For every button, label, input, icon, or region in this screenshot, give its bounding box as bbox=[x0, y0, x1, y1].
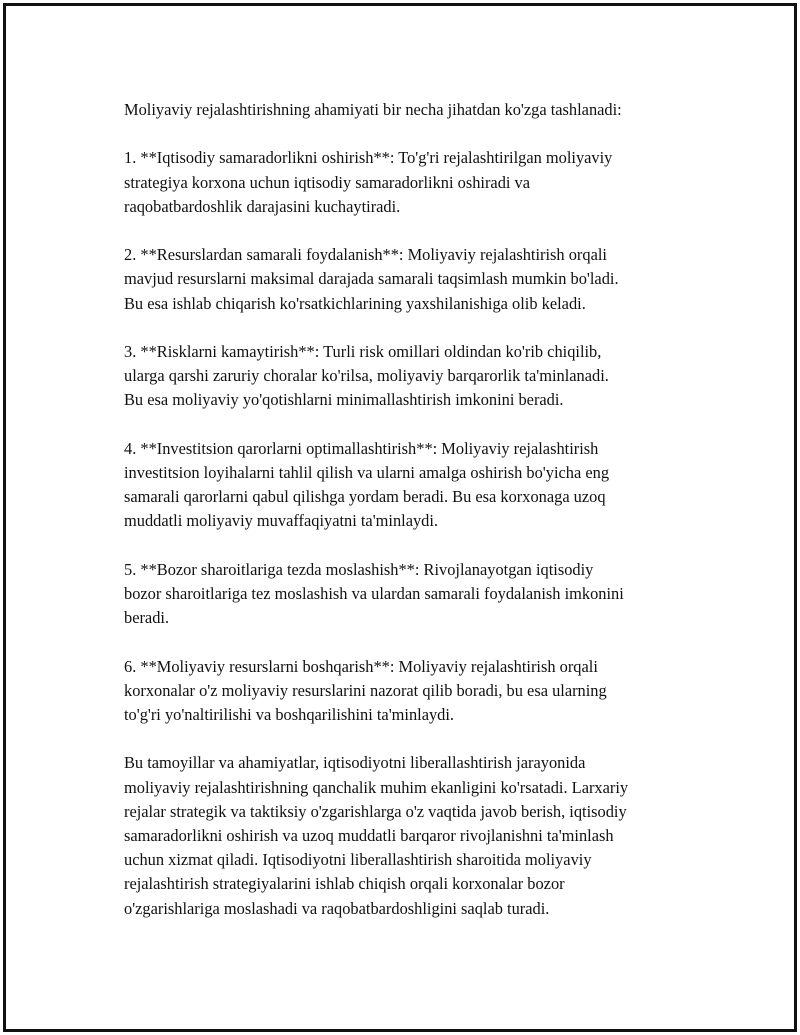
text-line: mavjud resurslarni maksimal darajada samarali taqsimlash mumkin bo'ladi. bbox=[124, 269, 619, 289]
text-line: to'g'ri yo'naltirilishi va boshqarilishini ta'minlaydi. bbox=[124, 704, 455, 724]
text-line: 3. **Risklarni kamaytirish**: Turli risk omillari oldindan ko'rib chiqilib, bbox=[124, 341, 602, 361]
text-line: korxonalar o'z moliyaviy resurslarini nazorat qilib boradi, bu esa ularning bbox=[124, 680, 607, 700]
text-line: raqobatbardoshlik darajasini kuchaytiradi. bbox=[124, 196, 401, 216]
text-line: investitsion loyihalarni tahlil qilish va ularni amalga oshirish bo'yicha eng bbox=[124, 462, 610, 482]
text-line: 5. **Bozor sharoitlariga tezda moslashish**: Rivojlanayotgan iqtisodiy bbox=[124, 559, 594, 579]
point-3-paragraph bbox=[124, 340, 704, 413]
intro-paragraph bbox=[124, 98, 704, 122]
text-line: rejalashtirish strategiyalarini ishlab chiqish orqali korxonalar bozor bbox=[124, 874, 565, 894]
point-5-paragraph bbox=[124, 558, 704, 631]
text-line: rejalar strategik va taktiksiy o'zgarishlarga o'z vaqtida javob berish, iqtisodiy bbox=[124, 801, 627, 821]
text-line: 6. **Moliyaviy resurslarni boshqarish**: Moliyaviy rejalashtirish orqali bbox=[124, 656, 598, 676]
point-6-paragraph bbox=[124, 655, 704, 728]
text-line: samaradorlikni oshirish va uzoq muddatli barqaror rivojlanishni ta'minlash bbox=[124, 825, 614, 845]
text-line: muddatli moliyaviy muvaffaqiyatni ta'minlaydi. bbox=[124, 511, 439, 531]
page-frame bbox=[3, 3, 797, 1032]
point-4-paragraph bbox=[124, 437, 704, 534]
text-line: 4. **Investitsion qarorlarni optimallashtirish**: Moliyaviy rejalashtirish bbox=[124, 438, 599, 458]
text-line: moliyaviy rejalashtirishning qanchalik muhim ekanligini ko'rsatadi. Larxariy bbox=[124, 777, 629, 797]
text-line: samarali qarorlarni qabul qilishga yordam beradi. Bu esa korxonaga uzoq bbox=[124, 487, 606, 507]
text-line: Bu tamoyillar va ahamiyatlar, iqtisodiyotni liberallashtirish jarayonida bbox=[124, 753, 586, 773]
text-line: 2. **Resurslardan samarali foydalanish**: Moliyaviy rejalashtirish orqali bbox=[124, 245, 607, 265]
text-line: beradi. bbox=[124, 608, 170, 628]
point-1-paragraph bbox=[124, 146, 704, 219]
text-line: strategiya korxona uchun iqtisodiy samaradorlikni oshiradi va bbox=[124, 172, 531, 192]
point-2-paragraph bbox=[124, 243, 704, 316]
document-body bbox=[124, 98, 704, 921]
text-line: Bu esa ishlab chiqarish ko'rsatkichlarining yaxshilanishiga olib keladi. bbox=[124, 293, 586, 313]
text-line: Bu esa moliyaviy yo'qotishlarni minimallashtirish imkonini beradi. bbox=[124, 390, 564, 410]
text-line: uchun xizmat qiladi. Iqtisodiyotni liberallashtirish sharoitida moliyaviy bbox=[124, 850, 592, 870]
text-line: 1. **Iqtisodiy samaradorlikni oshirish**: To'g'ri rejalashtirilgan moliyaviy bbox=[124, 148, 613, 168]
text-line: ularga qarshi zaruriy choralar ko'rilsa, moliyaviy barqarorlik ta'minlanadi. bbox=[124, 366, 609, 386]
text-line: Moliyaviy rejalashtirishning ahamiyati bir necha jihatdan ko'zga tashlanadi: bbox=[124, 100, 622, 119]
text-line: o'zgarishlariga moslashadi va raqobatbardoshligini saqlab turadi. bbox=[124, 898, 550, 918]
conclusion-paragraph bbox=[124, 751, 704, 920]
text-line: bozor sharoitlariga tez moslashish va ulardan samarali foydalanish imkonini bbox=[124, 583, 624, 603]
